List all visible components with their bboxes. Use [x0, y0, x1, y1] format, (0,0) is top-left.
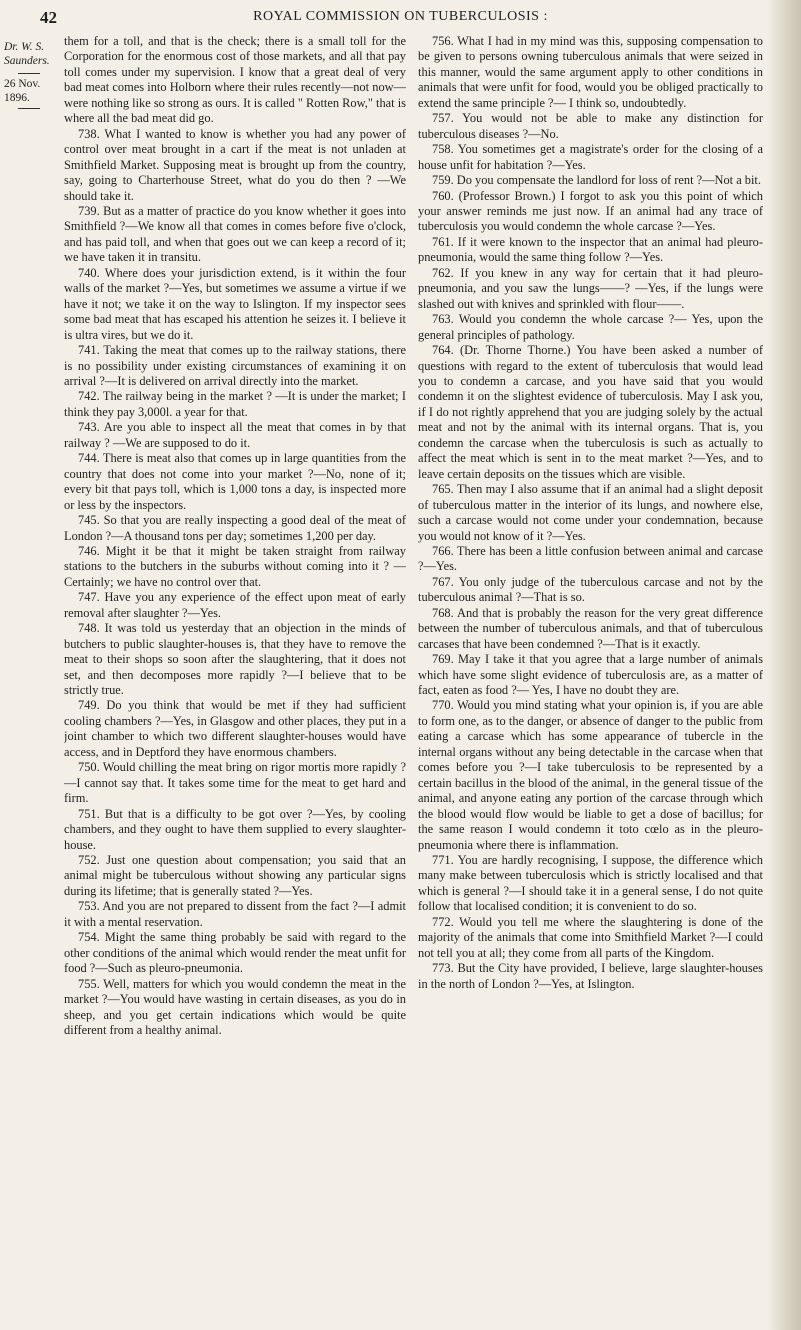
paragraph: 760. (Professor Brown.) I forgot to ask you this point of which your answer reminds me just now. If an animal had any trace of tuberculosis you would condemn the whole carcase ?—Yes.	[418, 188, 763, 234]
paragraph: 745. So that you are really inspecting a good deal of the meat of London ?—A thousand tons per day; sometimes 1,200 per day.	[64, 513, 406, 543]
page-header	[0, 6, 801, 32]
witness-name: Dr. W. S. Saunders.	[4, 41, 50, 67]
page-edge-shadow	[767, 0, 801, 1330]
paragraph: 762. If you knew in any way for certain that it had pleuro-pneumonia, and you saw the lungs——? —Yes, if the lungs were slashed out with knives and sprinkled with flour——.	[418, 265, 763, 311]
hearing-date: 26 Nov. 1896.	[4, 78, 41, 104]
page-number: 42	[40, 8, 57, 27]
paragraph: 761. If it were known to the inspector that an animal had pleuro-pneumonia, would the same thing follow ?—Yes.	[418, 234, 763, 265]
paragraph: 750. Would chilling the meat bring on rigor mortis more rapidly ?—I cannot say that. It takes some time for the meat to get hard and firm.	[64, 760, 406, 806]
paragraph: 748. It was told us yesterday that an objection in the minds of butchers to public slaughter-houses is, that they have to remove the meat to their shops so soon after the slaughtering, that it does not set, and then decomposes more rapidly ?—I believe that to be strictly true.	[64, 621, 406, 698]
paragraph: 758. You sometimes get a magistrate's order for the closing of a house unfit for habitation ?—Yes.	[418, 142, 763, 172]
paragraph: 739. But as a matter of practice do you know whether it goes into Smithfield ?—We know all that comes in comes before five o'clock, and has paid toll, and when that goes out we can keep a record of it; we have taken it in transitu.	[64, 203, 406, 265]
paragraph: 767. You only judge of the tuberculous carcase and not by the tuberculous animal ?—That is so.	[418, 574, 763, 605]
paragraph: 741. Taking the meat that comes up to the railway stations, there is no possibility under existing circumstances of examining it on arrival ?—It is delivered on arrival directly into the market.	[64, 343, 406, 388]
paragraph: 763. Would you condemn the whole carcase ?— Yes, upon the general principles of pathology.	[418, 312, 763, 342]
paragraph: 747. Have you any experience of the effect upon meat of early removal after slaughter ?—Yes.	[64, 590, 406, 620]
paragraph: them for a toll, and that is the check; there is a small toll for the Corporation for the enormous cost of those markets, and all that pay toll comes under my supervision. I know that a great deal of very bad meat comes into Holborn where their rules recently—not now—were nothing like so strong as ours. It is called " Rotten Row," that is where all the bad meat did go.	[64, 34, 406, 126]
paragraph: 749. Do you think that would be met if they had sufficient cooling chambers ?—Yes, in Glasgow and other places, they put in a joint chamber to which two different slaughter-houses would have access, and in Deptford they have enormous chambers.	[64, 698, 406, 759]
paragraph: 757. You would not be able to make any distinction for tuberculous diseases ?—No.	[418, 111, 763, 141]
paragraph: 738. What I wanted to know is whether you had any power of control over meat brought in a cart if the meat is not unladen at Smithfield Market. Supposing meat is brought up from the country, say, going to Charterhouse Street, what do you do then ? —We should take it.	[64, 126, 406, 203]
paragraph: 759. Do you compensate the landlord for loss of rent ?—Not a bit.	[432, 173, 761, 188]
paragraph: 766. There has been a little confusion between animal and carcase ?—Yes.	[418, 543, 763, 574]
right-column	[418, 34, 763, 1324]
left-column	[64, 34, 406, 1324]
paragraph: 751. But that is a difficulty to be got over ?—Yes, by cooling chambers, and they ought to have them supplied to every slaughter-house.	[64, 806, 406, 852]
paragraph: 770. Would you mind stating what your opinion is, if you are able to form one, as to the danger, or absence of danger to the public from eating a carcase which has some appearance of tubercle in the internal organs without any being detectable in the carcase when that comes before you ?—I take tuberculosis to be represented by a certain bacillus in the blood of the animal, in the general tissue of the animal, and anyone eating any portion of the carcase through which the blood would flow would be liable to get a dose of bacillus; for the same reason I would condemn it toto cœlo as in the pleuro-pneumonia where there is inflammation.	[418, 698, 763, 852]
paragraph: 771. You are hardly recognising, I suppose, the difference which many make between tuberculosis which is strictly localised and that which is general ?—I should take it in a general sense, I do not quite follow that localised condition; it is convenient to do so.	[418, 853, 763, 914]
paragraph: 746. Might it be that it might be taken straight from railway stations to the butchers in the suburbs without coming into it ? —Certainly; we have no control over that.	[64, 543, 406, 589]
paragraph: 752. Just one question about compensation; you said that an animal might be tuberculous without showing any particular signs during its lifetime; that is generally stated ?—Yes.	[64, 853, 406, 898]
paragraph: 740. Where does your jurisdiction extend, is it within the four walls of the market ?—Yes, but sometimes we assume a virtue if we have it not; we take it on the way to Islington. If my inspector sees some bad meat that has escaped his attention he seizes it. I believe it is ultra vires, but we do it.	[64, 265, 406, 342]
paragraph: 743. Are you able to inspect all the meat that comes in by that railway ? —We are supposed to do it.	[64, 420, 406, 450]
paragraph: 772. Would you tell me where the slaughtering is done of the majority of the animals that come into Smithfield Market ?—I could not tell you at all; they come from all parts of the Kingdom.	[418, 914, 763, 960]
margin-divider	[18, 108, 40, 109]
paragraph: 753. And you are not prepared to dissent from the fact ?—I admit it with a mental reservation.	[64, 899, 406, 929]
paragraph: 754. Might the same thing probably be said with regard to the other conditions of the animal which would render the meat unfit for food ?—Such as pleuro-pneumonia.	[64, 930, 406, 976]
paragraph: 742. The railway being in the market ? —It is under the market; I think they pay 3,000l. a year for that.	[64, 389, 406, 419]
margin-note	[4, 40, 60, 109]
paragraph: 764. (Dr. Thorne Thorne.) You have been asked a number of questions with regard to the extent of tuberculosis that would lead you to condemn a carcase, and you have said that you would condemn it on the slightest evidence of tuberculosis. May I ask you, if I do not rightly apprehend that you are judging solely by the actual meat and not by the animal with its internal organs. That is, you condemn the carcase when the tuberculosis is such as actually to affect the meat which is sent in to the meat market ?—Yes, and to leave certain deposits on the tissues which are visible.	[418, 343, 763, 481]
paragraph: 744. There is meat also that comes up in large quantities from the country that does not come into your market ?—No, none of it; every bit that pays toll, which is 1,000 tons a day, is inspected more or less by the inspectors.	[64, 451, 406, 512]
paragraph: 769. May I take it that you agree that a large number of animals which have some slight evidence of tuberculosis are, as a matter of fact, eaten as food ?— Yes, I have no doubt they are.	[418, 652, 763, 698]
margin-divider	[18, 73, 40, 74]
paragraph: 773. But the City have provided, I believe, large slaughter-houses in the north of London ?—Yes, at Islington.	[418, 961, 763, 991]
paragraph: 755. Well, matters for which you would condemn the meat in the market ?—You would have wasting in certain diseases, as you do in sheep, and you get certain indications which would be quite different from a healthy animal.	[64, 976, 406, 1037]
paragraph: 765. Then may I also assume that if an animal had a slight deposit of tuberculous matter in the interior of its lungs, and nowhere else, such a carcase would not come under your condemnation, because you would not know of it ?—Yes.	[418, 482, 763, 543]
paragraph: 756. What I had in my mind was this, supposing compensation to be given to persons owning tuberculous animals that were seized in this manner, would the same argument apply to other conditions in animals that were unfit for food, would you be obliged practically to extend the same principle ?— I think so, undoubtedly.	[418, 34, 763, 110]
running-title: ROYAL COMMISSION ON TUBERCULOSIS :	[253, 9, 548, 24]
paragraph: 768. And that is probably the reason for the very great difference between the number of tuberculous animals, and that of tuberculous carcases that have been condemned ?—That is it exactly.	[418, 605, 763, 651]
